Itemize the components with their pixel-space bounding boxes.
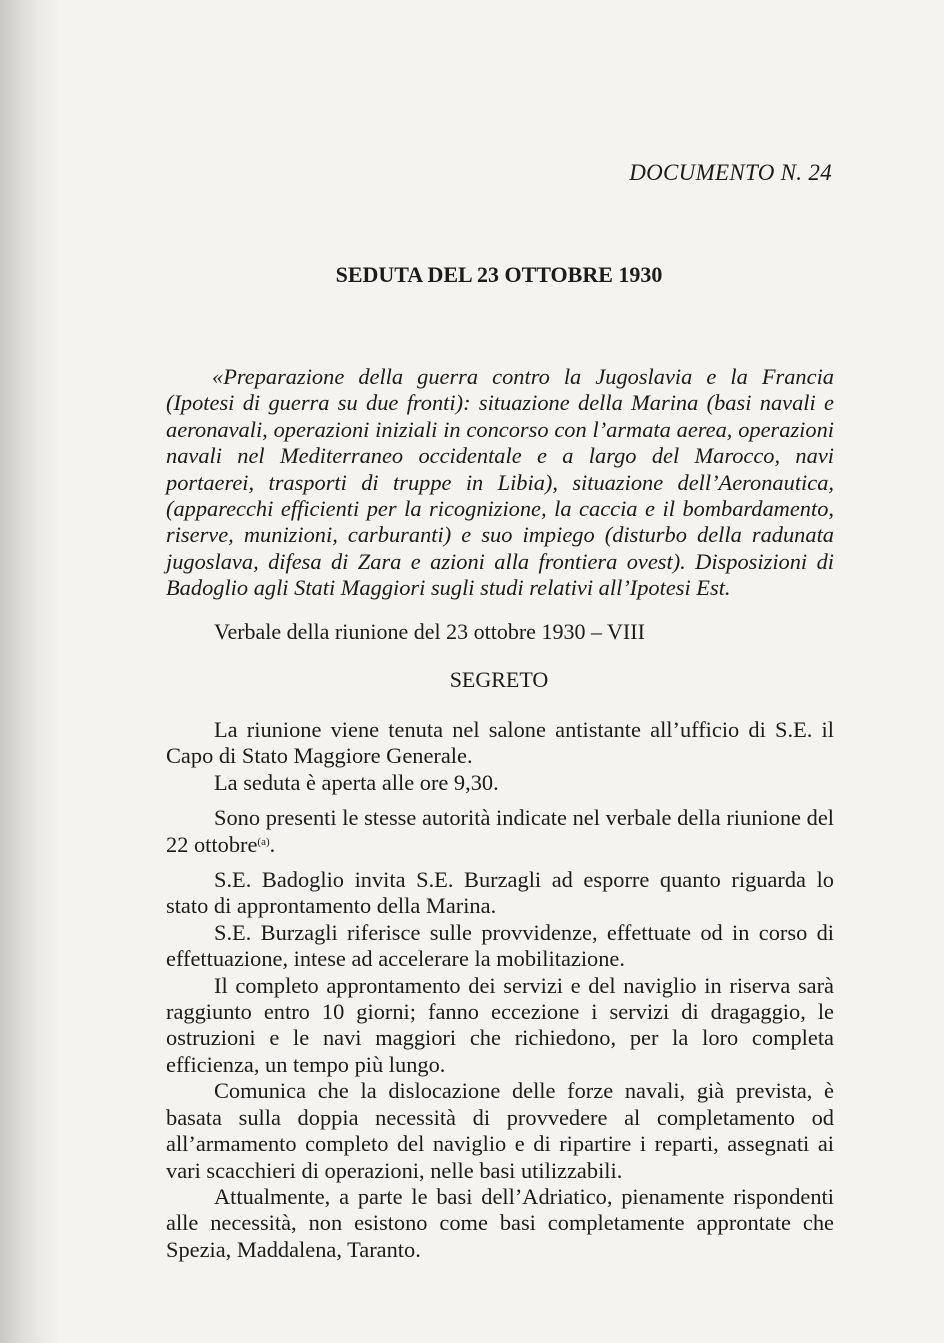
document-number: DOCUMENTO N. 24 xyxy=(629,160,832,185)
minutes-heading: Verbale della riunione del 23 ottobre 1930 – VIII xyxy=(214,619,645,644)
minutes-body xyxy=(166,717,834,1263)
paragraph: La seduta è aperta alle ore 9,30. xyxy=(214,769,499,795)
paragraph: La riunione viene tenuta nel salone antistante all’ufficio di S.E. il Capo di Stato Maggiore Generale. xyxy=(166,717,834,769)
paragraph-end: . xyxy=(269,831,276,857)
paragraph xyxy=(166,805,834,858)
paragraph: Il completo approntamento dei servizi e del naviglio in riserva sarà raggiunto entro 10 giorni; fanno eccezione i servizi di dragaggio, le ostruzioni e le navi maggiori che richiedono, per la loro completa efficienza, un tempo più lungo. xyxy=(166,972,834,1077)
paragraph: S.E. Burzagli riferisce sulle provvidenze, effettuate od in corso di effettuazione, intese ad accelerare la mobilitazione. xyxy=(166,919,834,972)
footnote-marker: (a) xyxy=(257,835,270,848)
paragraph: Comunica che la dislocazione delle forze navali, già prevista, è basata sulla doppia necessità di provvedere al completamento od all’armamento completo del naviglio e di ripartire i reparti, assegnati ai vari scacchieri di operazioni, nelle basi utilizzabili. xyxy=(166,1078,834,1183)
classification-label: SEGRETO xyxy=(449,667,549,692)
session-title: SEDUTA DEL 23 OTTOBRE 1930 xyxy=(335,262,663,287)
paragraph-text: Sono presenti le stesse autorità indicate nel verbale della riunione del 22 ottobre xyxy=(166,805,834,857)
document-abstract: «Preparazione della guerra contro la Jugoslavia e la Francia (Ipotesi di guerra su due fronti): situazione della Marina (basi navali e aeronavali, operazioni iniziali in concorso con l’armata aerea, operazioni navali nel Mediterraneo occidentale e a largo del Marocco, navi portaerei, trasporti di truppe in Libia), situazione dell’Aeronautica, (apparecchi efficienti per la ricognizione, la caccia e il bombardamento, riserve, munizioni, carburanti) e suo impiego (disturbo della radunata jugoslava, difesa di Zara e azioni alla frontiera ovest). Disposizioni di Badoglio agli Stati Maggiori sugli studi relativi all’Ipotesi Est. xyxy=(166,364,834,601)
paragraph: S.E. Badoglio invita S.E. Burzagli ad esporre quanto riguarda lo stato di approntamento della Marina. xyxy=(166,867,834,919)
paragraph: Attualmente, a parte le basi dell’Adriatico, pienamente rispondenti alle necessità, non esistono come basi completamente approntate che Spezia, Maddalena, Taranto. xyxy=(166,1183,834,1262)
